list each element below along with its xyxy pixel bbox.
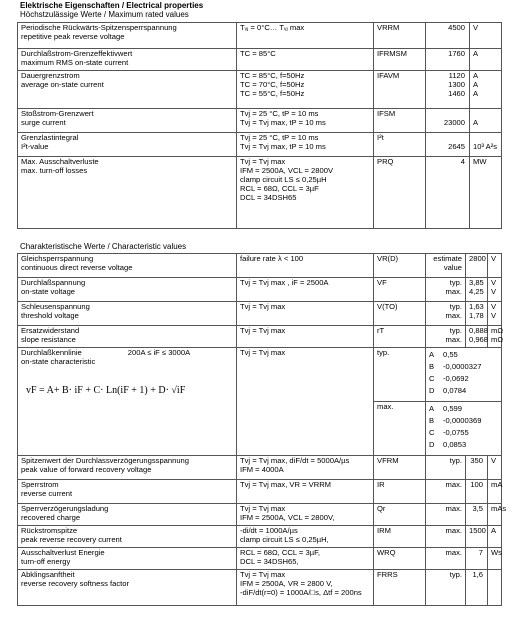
symbol-cell (374, 302, 426, 326)
parameter-text: reverse recovery softness factor (21, 578, 130, 588)
condition-cell (237, 49, 374, 71)
qualifier-text: typ. (449, 570, 462, 579)
value-cell (466, 326, 488, 348)
coefficient-name: A (429, 404, 435, 413)
qualifier-text: max. (377, 402, 394, 411)
value-text: 3,85 (469, 278, 484, 287)
unit-cell (488, 326, 502, 348)
symbol-text: IRM (377, 526, 391, 535)
characteristic-row (18, 326, 502, 348)
parameter-cell (18, 348, 237, 456)
unit-text: A (473, 117, 479, 127)
characteristic-row (18, 480, 502, 504)
condition-text: IFM = 4000A (240, 464, 284, 474)
condition-text: Tvj = Tvj max , iF = 2500A (240, 278, 329, 287)
value-cell (466, 570, 488, 606)
symbol-text: rT (377, 326, 385, 335)
unit-text: mAs (491, 504, 507, 513)
unit-text: V (491, 310, 497, 320)
characteristic-row (18, 254, 502, 278)
unit-cell (488, 504, 507, 526)
unit-cell (470, 133, 502, 157)
condition-text: Tvj = Tvj max (240, 504, 286, 513)
condition-cell (237, 23, 374, 49)
symbol-text: IFAVM (377, 71, 400, 80)
value-text: 0,888 (469, 326, 489, 335)
coefficient-value: 0,599 (443, 404, 463, 413)
parameter-text: reverse current (21, 488, 73, 498)
value-text: 23000 (443, 117, 465, 127)
range-text: 200A ≤ iF ≤ 3000A (127, 348, 191, 357)
qualifier-text: max. (445, 286, 462, 296)
condition-cell (237, 278, 374, 302)
unit-text: A (473, 71, 479, 80)
qualifier-cell (426, 254, 466, 278)
value-text: 100 (470, 480, 483, 489)
parameter-cell (18, 254, 237, 278)
parameter-text: Schleusenspannung (21, 302, 90, 311)
unit-text: A (473, 88, 479, 98)
unit-cell (470, 109, 502, 133)
condition-cell (237, 456, 374, 480)
unit-cell (488, 526, 502, 548)
condition-cell (237, 504, 374, 526)
unit-text: mΩ (491, 334, 504, 344)
coefficient-value: -0,0000327 (443, 362, 482, 371)
coefficient-name: D (429, 386, 435, 395)
section-subtitle-max-ratings: Höchstzulässige Werte / Maximum rated values (20, 10, 189, 19)
unit-cell (470, 157, 502, 229)
parameter-text: maximum RMS on-state current (21, 57, 129, 67)
parameter-cell (18, 23, 237, 49)
section-title-electrical: Elektrische Eigenschaften / Electrical properties (20, 1, 204, 10)
onstate-row (18, 348, 502, 402)
coefficient-value: 0,55 (443, 350, 458, 359)
symbol-cell (374, 526, 426, 548)
value-text: 0,968 (469, 334, 489, 344)
characteristic-row (18, 456, 502, 480)
formula: vF = A+ B· iF + C· Ln(iF + 1) + D· √iF (26, 384, 186, 396)
symbol-text: I²t (377, 133, 384, 142)
condition-cell (237, 71, 374, 109)
coefficient-name: D (429, 440, 435, 449)
symbol-cell (374, 133, 426, 157)
parameter-text: Spitzenwert der Durchlassverzögerungsspannung (21, 456, 190, 465)
condition-text: Tvj = Tvj max (240, 326, 286, 335)
condition-text: TC = 85°C, f=50Hz (240, 71, 305, 80)
value-cell (426, 49, 470, 71)
parameter-text: I²t-value (21, 141, 49, 151)
unit-text: 10³ A²s (473, 141, 498, 151)
condition-text: Tvj = Tvj max (240, 348, 286, 357)
value-cell (466, 456, 488, 480)
coefficient-value: 0,0853 (443, 440, 467, 449)
qualifier-cell (374, 402, 426, 456)
qualifier-text: estimate (433, 254, 462, 263)
parameter-cell (18, 570, 237, 606)
coefficient-name: C (429, 374, 435, 383)
condition-text: RCL = 68Ω, CCL = 3µF (240, 183, 319, 193)
condition-text: IFM = 2500A, VCL = 2800V (240, 165, 334, 175)
symbol-cell (374, 23, 426, 49)
rating-row (18, 71, 502, 109)
condition-cell (237, 133, 374, 157)
symbol-text: IFRMSM (377, 49, 407, 58)
qualifier-text: max. (445, 504, 462, 513)
value-cell (466, 302, 488, 326)
parameter-text: Abklingsanftheit (21, 570, 75, 579)
value-text: 1300 (448, 79, 465, 89)
qualifier-cell (426, 548, 466, 570)
value-cell (426, 157, 470, 229)
condition-text: IFM = 2500A, VCL = 2800V, (240, 512, 335, 522)
coefficient-value: -0,0755 (443, 428, 469, 437)
unit-cell (488, 302, 502, 326)
unit-cell (470, 49, 502, 71)
value-cell (466, 526, 488, 548)
condition-text: DCL = 34DSH65, (240, 556, 299, 566)
parameter-text: Stoßstrom-Grenzwert (21, 109, 94, 118)
condition-cell (237, 109, 374, 133)
value-cell (426, 23, 470, 49)
unit-cell (488, 456, 502, 480)
qualifier-cell (426, 456, 466, 480)
rating-row (18, 157, 502, 229)
qualifier-text: typ. (449, 456, 462, 465)
condition-text: Tvj = Tvj max, tP = 10 ms (240, 117, 326, 127)
parameter-cell (18, 326, 237, 348)
rating-row (18, 49, 502, 71)
condition-text: Tvj = Tvj max, tP = 10 ms (240, 141, 326, 151)
parameter-cell (18, 133, 237, 157)
symbol-text: V(TO) (377, 302, 398, 311)
qualifier-cell (426, 526, 466, 548)
parameter-text: Durchlaßspannung (21, 278, 86, 287)
qualifier-text: typ. (377, 348, 390, 357)
parameter-text: slope resistance (21, 334, 76, 344)
value-cell (466, 548, 488, 570)
qualifier-text: max. (445, 480, 462, 489)
value-text: 1120 (448, 71, 465, 80)
unit-text: V (491, 254, 497, 263)
value-cell (466, 278, 488, 302)
unit-cell (470, 71, 502, 109)
value-cell (426, 109, 470, 133)
value-cell (426, 71, 470, 109)
value-text: 1760 (448, 49, 465, 58)
condition-text: TC = 70°C, f=50Hz (240, 79, 305, 89)
parameter-text: Sperrverzögerungsladung (21, 504, 109, 513)
parameter-text: continuous direct reverse voltage (21, 262, 133, 272)
condition-text: Tvj = 25 °C, tP = 10 ms (240, 133, 319, 142)
coefficient-list (429, 403, 498, 451)
condition-cell (237, 480, 374, 504)
unit-cell (488, 480, 502, 504)
parameter-cell (18, 157, 237, 229)
qualifier-text: max. (445, 334, 462, 344)
qualifier-text: max. (445, 548, 462, 557)
parameter-text: surge current (21, 117, 66, 127)
parameter-text: Rückstromspitze (21, 526, 78, 535)
value-text: 1,6 (472, 570, 483, 579)
condition-text: Tvj = 25 °C, tP = 10 ms (240, 109, 319, 118)
unit-text: A (491, 526, 497, 535)
condition-cell (237, 254, 374, 278)
condition-text: IFM = 2500A, VR = 2800 V, (240, 578, 333, 588)
coefficient-name: B (429, 362, 435, 371)
condition-cell (237, 157, 374, 229)
symbol-text: VR(D) (377, 254, 399, 263)
symbol-cell (374, 278, 426, 302)
parameter-text: Ersatzwiderstand (21, 326, 80, 335)
value-text: 3,5 (472, 504, 483, 513)
qualifier-text: max. (445, 310, 462, 320)
condition-text: TC = 85°C (240, 49, 276, 58)
qualifier-text: value (443, 262, 462, 272)
condition-text: TC = 55°C, f=50Hz (240, 88, 305, 98)
qualifier-cell (426, 480, 466, 504)
condition-text: Tvj = Tvj max (240, 302, 286, 311)
qualifier-cell (426, 302, 466, 326)
characteristic-row (18, 504, 502, 526)
parameter-cell (18, 278, 237, 302)
characteristic-row (18, 526, 502, 548)
qualifier-cell (426, 504, 466, 526)
parameter-text: repetitive peak reverse voltage (21, 31, 125, 41)
symbol-text: VRRM (377, 23, 400, 32)
unit-cell (470, 23, 502, 49)
parameter-cell (18, 109, 237, 133)
condition-text: -di/dt = 1000A/µs (240, 526, 298, 535)
condition-text: -diF/dt(r=0) = 1000A/□s, Δtf = 200ns (240, 587, 362, 597)
characteristic-row (18, 570, 502, 606)
symbol-cell (374, 480, 426, 504)
parameter-text: Sperrstrom (21, 480, 59, 489)
coefficient-name: B (429, 416, 435, 425)
parameter-text: Grenzlastintegral (21, 133, 79, 142)
symbol-cell (374, 326, 426, 348)
qualifier-text: max. (445, 526, 462, 535)
parameter-cell (18, 456, 237, 480)
symbol-cell (374, 71, 426, 109)
condition-text: Tvj = Tvj max, diF/dt = 5000A/µs (240, 456, 350, 465)
condition-cell (237, 326, 374, 348)
condition-text: failure rate λ < 100 (240, 254, 304, 263)
unit-text: V (473, 23, 479, 32)
symbol-cell (374, 570, 426, 606)
unit-text: A (473, 49, 479, 58)
parameter-cell (18, 526, 237, 548)
qualifier-text: typ. (449, 326, 462, 335)
parameter-cell (18, 302, 237, 326)
condition-text: RCL = 68Ω, CCL = 3µF, (240, 548, 320, 557)
symbol-cell (374, 548, 426, 570)
unit-text (491, 571, 498, 580)
condition-text: Tvj = Tvj max, VR = VRRM (240, 480, 331, 489)
symbol-cell (374, 157, 426, 229)
parameter-text: on-state voltage (21, 286, 76, 296)
characteristic-table (17, 253, 507, 606)
symbol-text: IR (377, 480, 385, 489)
condition-text: clamp circuit LS ≤ 0,25µH, (240, 534, 329, 544)
parameter-text: recovered charge (21, 512, 81, 522)
parameter-text: peak reverse recovery current (21, 534, 122, 544)
parameter-text: turn-off energy (21, 556, 71, 566)
condition-cell (237, 548, 374, 570)
coefficient-value: -0,0692 (443, 374, 469, 383)
symbol-text: VFRM (377, 456, 399, 465)
value-cell (466, 480, 488, 504)
rating-row (18, 23, 502, 49)
qualifier-text: typ. (449, 278, 462, 287)
parameter-text: peak value of forward recovery voltage (21, 464, 152, 474)
symbol-cell (374, 254, 426, 278)
parameter-text: average on-state current (21, 79, 104, 89)
value-cell (466, 504, 488, 526)
parameter-cell (18, 71, 237, 109)
rating-row (18, 109, 502, 133)
symbol-text: WRQ (377, 548, 396, 557)
value-text: 4500 (448, 23, 465, 32)
unit-cell (488, 278, 502, 302)
max-ratings-table (17, 22, 502, 229)
unit-text: V (491, 278, 497, 287)
condition-text: clamp circuit LS ≤ 0,25µH (240, 174, 327, 184)
unit-text: V (491, 286, 497, 296)
parameter-text: Durchlaßstrom-Grenzeffektivwert (21, 49, 133, 58)
parameter-cell (18, 548, 237, 570)
symbol-text: PRQ (377, 157, 394, 166)
value-cell (466, 254, 488, 278)
condition-text: Tvj = Tvj max (240, 157, 286, 166)
qualifier-cell (426, 326, 466, 348)
value-text: 2800 (469, 254, 486, 263)
parameter-text: Durchlaßkennlinie 200A ≤ iF ≤ 3000A (21, 348, 191, 357)
characteristic-row (18, 302, 502, 326)
condition-cell (237, 348, 374, 456)
value-text: 1,78 (469, 310, 484, 320)
section-title-characteristic: Charakteristische Werte / Characteristic values (20, 242, 187, 251)
symbol-cell (374, 109, 426, 133)
unit-text: V (491, 302, 497, 311)
coefficient-list (429, 349, 498, 397)
condition-text: Tᵥⱼ = 0°C… Tᵥⱼ max (240, 23, 305, 32)
value-text: 1,63 (469, 302, 484, 311)
parameter-text: Periodische Rückwärts-Spitzensperrspannung (21, 23, 177, 32)
parameter-text: Ausschaltverlust Energie (21, 548, 105, 557)
value-text: 1460 (448, 88, 465, 98)
parameter-cell (18, 504, 237, 526)
value-text: 1500 (469, 526, 486, 535)
unit-text: A (473, 79, 479, 89)
coefficient-name: A (429, 350, 435, 359)
condition-cell (237, 570, 374, 606)
symbol-cell (374, 49, 426, 71)
symbol-text: IFSM (377, 109, 396, 118)
parameter-text: Max. Ausschaltverluste (21, 157, 99, 166)
unit-text: V (491, 456, 497, 465)
unit-text: mA (491, 480, 503, 489)
coefficient-value: 0,0784 (443, 386, 467, 395)
unit-cell (488, 570, 502, 606)
parameter-text: Dauergrenzstrom (21, 71, 80, 80)
unit-text: mΩ (491, 326, 504, 335)
condition-text: DCL = 34DSH65 (240, 192, 297, 202)
qualifier-cell (374, 348, 426, 402)
value-text: 4 (460, 157, 465, 166)
unit-cell (488, 548, 502, 570)
coefficient-name: C (429, 428, 435, 437)
unit-cell (488, 254, 502, 278)
value-text: 350 (470, 456, 483, 465)
qualifier-cell (426, 278, 466, 302)
symbol-text: Qr (377, 504, 386, 513)
parameter-cell (18, 480, 237, 504)
qualifier-text: typ. (449, 302, 462, 311)
parameter-text: on-state characteristic (21, 356, 96, 366)
value-text: 4,25 (469, 286, 484, 296)
value-text: 2645 (448, 141, 465, 151)
coefficient-value: -0,0000369 (443, 416, 482, 425)
qualifier-cell (426, 570, 466, 606)
parameter-text: max. turn-off losses (21, 165, 88, 175)
value-cell (426, 133, 470, 157)
parameter-text: threshold voltage (21, 310, 79, 320)
condition-cell (237, 526, 374, 548)
parameter-cell (18, 49, 237, 71)
characteristic-row (18, 278, 502, 302)
symbol-text: FRRS (377, 570, 398, 579)
rating-row (18, 133, 502, 157)
characteristic-row (18, 548, 502, 570)
condition-text: Tvj = Tvj max (240, 570, 286, 579)
coefficient-cell (426, 402, 502, 456)
symbol-text: VF (377, 278, 387, 287)
condition-cell (237, 302, 374, 326)
symbol-cell (374, 504, 426, 526)
unit-text: Ws (491, 548, 502, 557)
coefficient-cell (426, 348, 502, 402)
symbol-cell (374, 456, 426, 480)
value-text: 7 (478, 548, 483, 557)
parameter-text: Gleichsperrspannung (21, 254, 94, 263)
unit-text: MW (473, 157, 487, 166)
